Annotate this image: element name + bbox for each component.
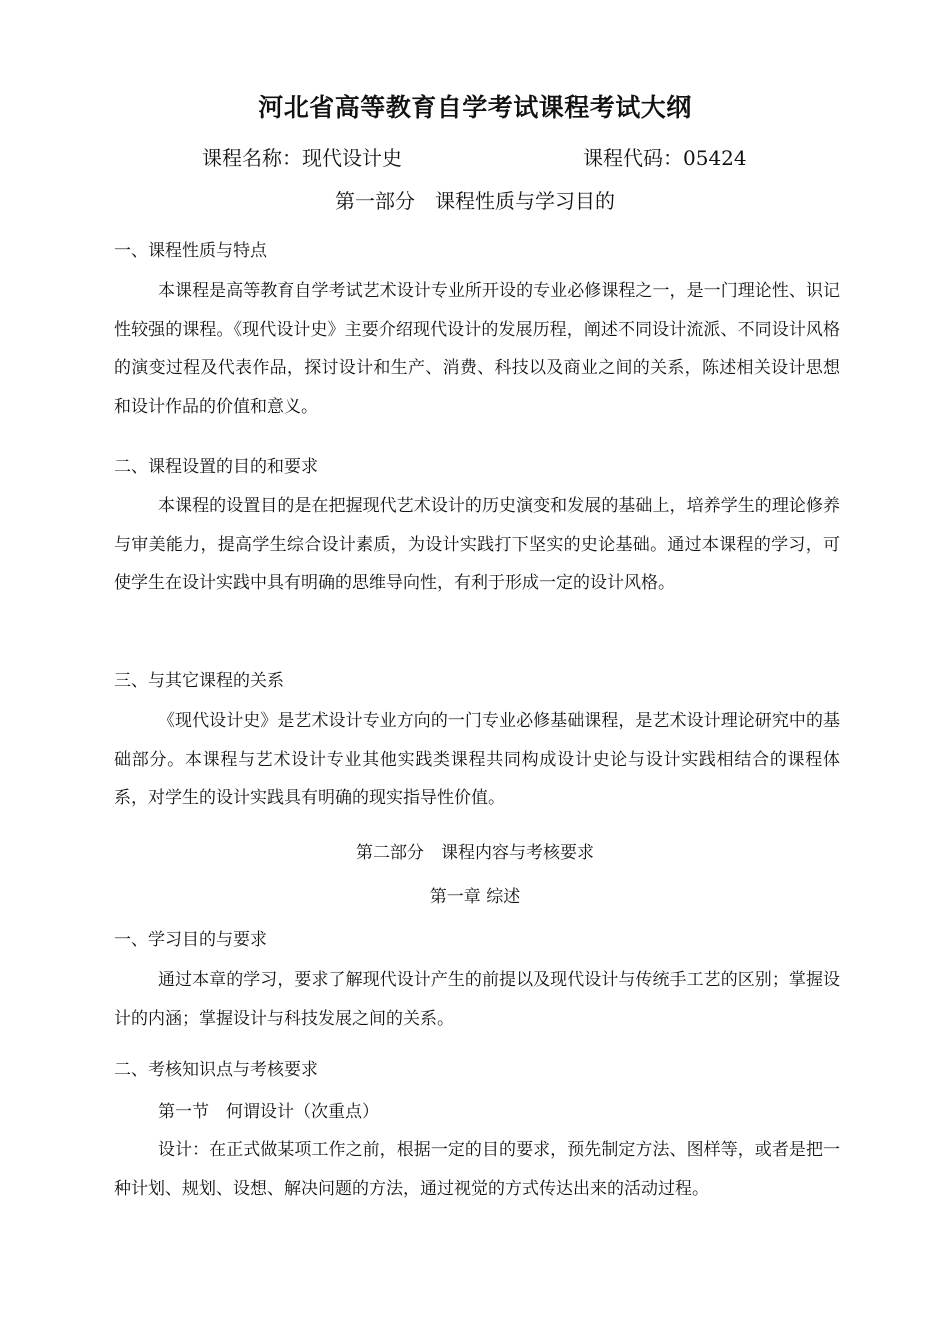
part1-title: 第一部分 课程性质与学习目的 — [335, 189, 615, 213]
paragraph-design-definition: 设计：在正式做某项工作之前，根据一定的目的要求，预先制定方法、图样等，或者是把一种计划、规划、设想、解决问题的方法，通过视觉的方式传达出来的活动过程。 — [114, 1140, 840, 1199]
part2-title: 第二部分 课程内容与考核要求 — [356, 843, 594, 863]
section-heading-purpose: 二、课程设置的目的和要求 — [114, 457, 318, 477]
document-title: 河北省高等教育自学考试课程考试大纲 — [258, 93, 692, 122]
section1-title: 第一节 何谓设计（次重点） — [158, 1102, 379, 1122]
chapter1-heading-goals: 一、学习目的与要求 — [114, 930, 267, 950]
paragraph-purpose: 本课程的设置目的是在把握现代艺术设计的历史演变和发展的基础上，培养学生的理论修养与审美能力，提高学生综合设计素质，为设计实践打下坚实的史论基础。通过本课程的学习，可使学生在设计实践中具有明确的思维导向性，有利于形成一定的设计风格。 — [114, 496, 840, 593]
paragraph-goals: 通过本章的学习，要求了解现代设计产生的前提以及现代设计与传统手工艺的区别；掌握设计的内涵；掌握设计与科技发展之间的关系。 — [114, 970, 840, 1029]
course-code: 课程代码：05424 — [583, 146, 747, 170]
course-name: 课程名称：现代设计史 — [202, 146, 402, 170]
paragraph-relations: 《现代设计史》是艺术设计专业方向的一门专业必修基础课程，是艺术设计理论研究中的基础部分。本课程与艺术设计专业其他实践类课程共同构成设计史论与设计实践相结合的课程体系，对学生的设计实践具有明确的现实指导性价值。 — [114, 711, 840, 808]
paragraph-nature: 本课程是高等教育自学考试艺术设计专业所开设的专业必修课程之一，是一门理论性、识记性较强的课程。《现代设计史》主要介绍现代设计的发展历程，阐述不同设计流派、不同设计风格的演变过程及代表作品，探讨设计和生产、消费、科技以及商业之间的关系，陈述相关设计思想和设计作品的价值和意义。 — [114, 281, 840, 417]
section-heading-relations: 三、与其它课程的关系 — [114, 671, 284, 691]
chapter1-heading-assessment: 二、考核知识点与考核要求 — [114, 1060, 318, 1080]
section-heading-nature: 一、课程性质与特点 — [114, 241, 267, 261]
chapter1-title: 第一章 综述 — [429, 887, 521, 907]
